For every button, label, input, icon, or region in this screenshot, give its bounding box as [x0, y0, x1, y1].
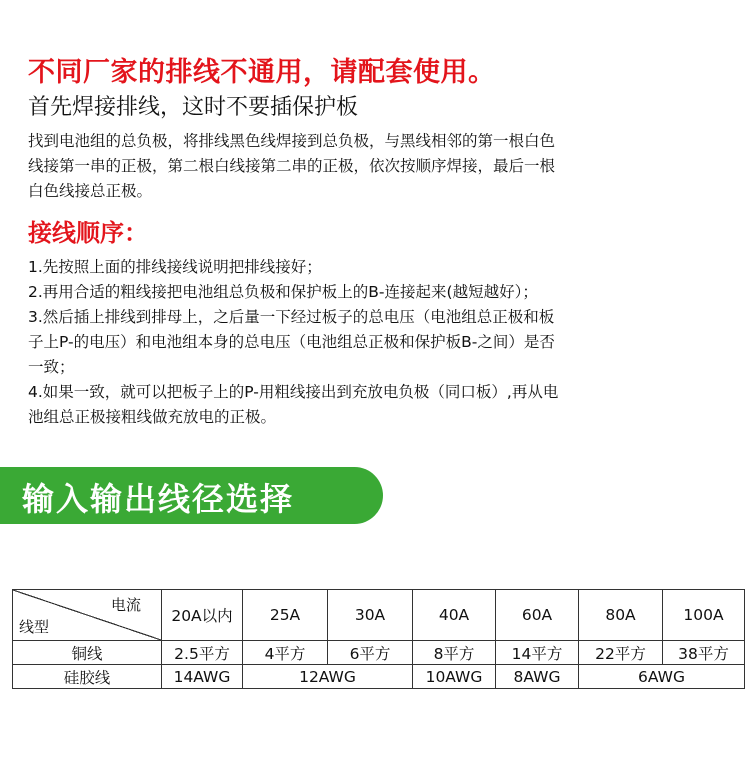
table-cell: 8AWG — [496, 665, 579, 689]
table-cell: 2.5平方 — [162, 641, 243, 665]
instructions-paragraph — [28, 129, 708, 204]
table-row-copper — [13, 641, 745, 665]
row-label: 铜线 — [13, 641, 162, 665]
table-cell: 6平方 — [328, 641, 413, 665]
subtitle: 首先焊接排线，这时不要插保护板 — [28, 95, 359, 120]
table-cell: 38平方 — [663, 641, 745, 665]
table-header-row — [13, 590, 745, 641]
table-cell: 4平方 — [243, 641, 328, 665]
banner-title: 输入输出线径选择 — [22, 480, 295, 518]
table-cell: 12AWG — [243, 665, 413, 689]
step-line: 子上P-的电压）和电池组本身的总电压（电池组总正极和保护板B-之间）是否 — [28, 333, 555, 351]
table-cell: 6AWG — [579, 665, 745, 689]
table-cell: 22平方 — [579, 641, 663, 665]
table-corner-cell — [13, 590, 162, 641]
current-header: 80A — [579, 590, 663, 641]
section-banner — [0, 467, 383, 524]
current-header: 100A — [663, 590, 745, 641]
step-line: 3.然后插上排线到排母上，之后量一下经过板子的总电压（电池组总正极和板 — [28, 308, 555, 326]
step-line: 池组总正极接粗线做充放电的正极。 — [28, 408, 277, 426]
current-header: 25A — [243, 590, 328, 641]
step-line: 4.如果一致，就可以把板子上的P-用粗线接出到充放电负极（同口板）,再从电 — [28, 383, 559, 401]
paragraph-line: 线接第一串的正极，第二根白线接第二串的正极，依次按顺序焊接，最后一根 — [28, 157, 556, 175]
wire-gauge-table — [12, 589, 745, 689]
corner-wiretype-label: 线型 — [19, 618, 50, 636]
wiring-order-heading: 接线顺序： — [28, 219, 148, 247]
wiring-steps — [28, 255, 718, 430]
table-cell: 14AWG — [162, 665, 243, 689]
table-cell: 8平方 — [413, 641, 496, 665]
current-header: 30A — [328, 590, 413, 641]
table-cell: 14平方 — [496, 641, 579, 665]
paragraph-line: 找到电池组的总负极，将排线黑色线焊接到总负极，与黑线相邻的第一根白色 — [28, 132, 556, 150]
table-row-silicone — [13, 665, 745, 689]
current-header: 40A — [413, 590, 496, 641]
step-line: 一致； — [28, 358, 75, 376]
current-header: 60A — [496, 590, 579, 641]
row-label: 硅胶线 — [13, 665, 162, 689]
current-header: 20A以内 — [162, 590, 243, 641]
warning-heading: 不同厂家的排线不通用，请配套使用。 — [28, 57, 496, 88]
step-line: 1.先按照上面的排线接线说明把排线接好； — [28, 258, 322, 276]
table-cell: 10AWG — [413, 665, 496, 689]
step-line: 2.再用合适的粗线接把电池组总负极和保护板上的B-连接起来(越短越好）； — [28, 283, 538, 301]
corner-current-label: 电流 — [110, 596, 141, 614]
paragraph-line: 白色线接总正极。 — [28, 182, 153, 200]
